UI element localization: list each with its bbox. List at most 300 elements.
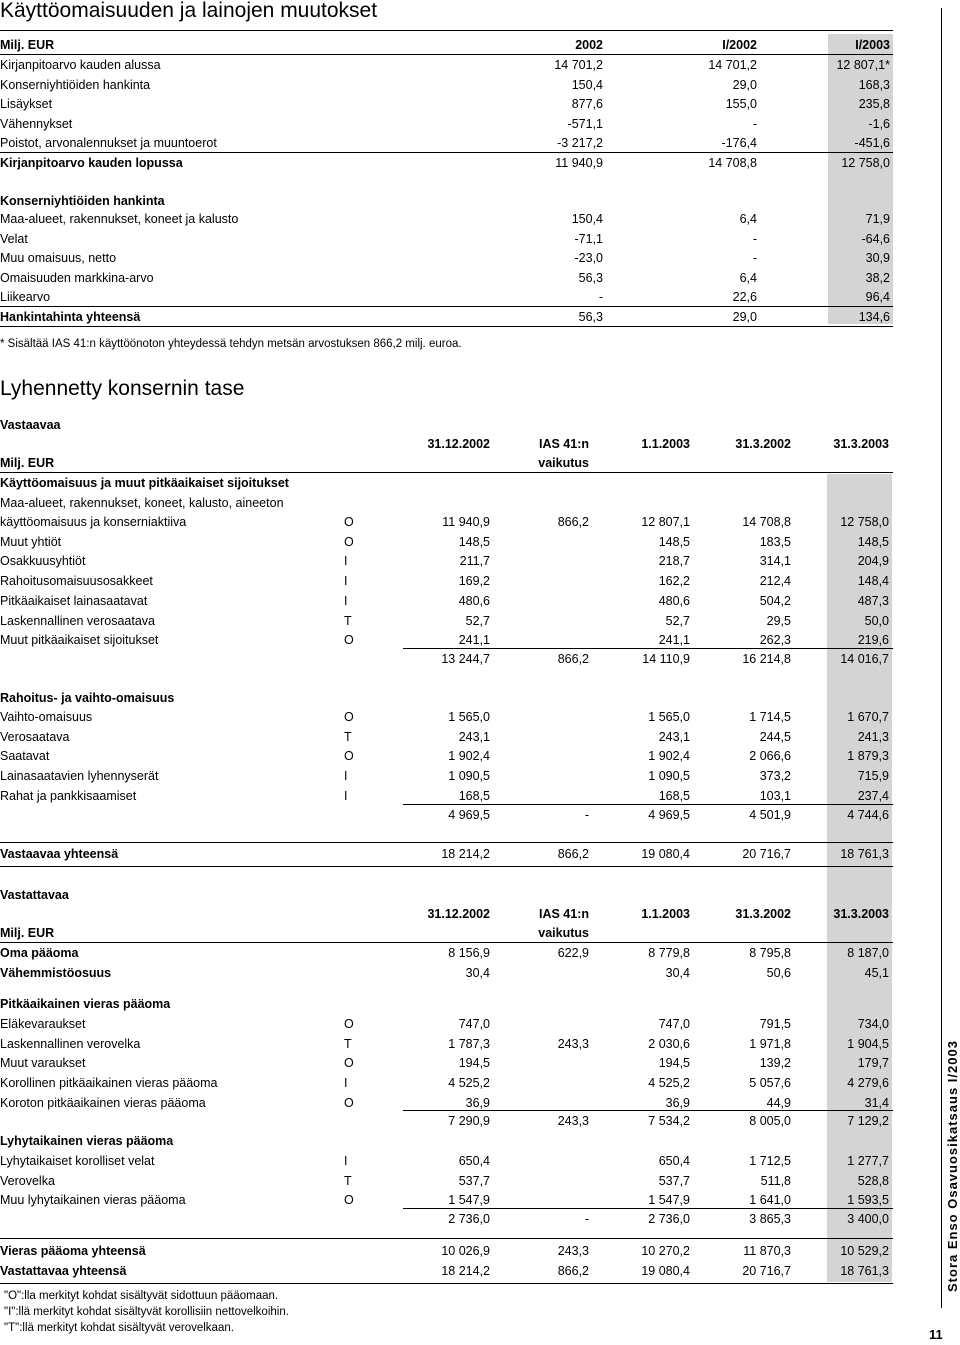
row-value: 219,6 bbox=[857, 633, 889, 648]
row-value: 71,9 bbox=[865, 212, 890, 226]
row-value: 241,1 bbox=[658, 633, 690, 648]
row-value: 877,6 bbox=[571, 97, 603, 111]
row-value: 56,3 bbox=[578, 270, 603, 285]
row-label: Hankintahinta yhteensä bbox=[0, 309, 141, 324]
row-value: 155,0 bbox=[725, 97, 757, 111]
row-value: -1,6 bbox=[868, 116, 890, 131]
row-value: 52,7 bbox=[465, 613, 490, 628]
row-value: 50,0 bbox=[864, 613, 889, 628]
row-label: Eläkevaraukset bbox=[0, 1017, 86, 1031]
short-term-row bbox=[0, 1191, 960, 1209]
row-value: 241,3 bbox=[857, 729, 889, 744]
row-value: 244,5 bbox=[759, 729, 791, 744]
row-value: -23,0 bbox=[574, 251, 603, 265]
row-label: Muut varaukset bbox=[0, 1056, 86, 1071]
row-label: Rahoitusomaisuusosakkeet bbox=[0, 574, 153, 589]
row-code: I bbox=[344, 769, 348, 784]
row-code: T bbox=[344, 1036, 352, 1051]
row-label: Verosaatava bbox=[0, 729, 70, 744]
row-value: 1 712,5 bbox=[749, 1154, 791, 1168]
row-value: 29,5 bbox=[766, 613, 791, 628]
row-label: Lyhytaikaiset korolliset velat bbox=[0, 1154, 155, 1168]
row-label: Muut pitkäaikaiset sijoitukset bbox=[0, 633, 159, 648]
row-value: 2 066,6 bbox=[749, 749, 791, 764]
row-value: 30,9 bbox=[865, 251, 890, 265]
column-header: 31.12.2002 bbox=[427, 437, 490, 451]
row-value: 31,4 bbox=[864, 1095, 889, 1110]
total-value: 19 080,4 bbox=[641, 1264, 690, 1278]
total-value: 19 080,4 bbox=[641, 847, 690, 861]
row-value: 1 714,5 bbox=[749, 710, 791, 724]
row-value: 148,5 bbox=[857, 534, 889, 549]
row-value: 194,5 bbox=[458, 1056, 490, 1071]
row-value: 29,0 bbox=[732, 309, 757, 324]
row-code: T bbox=[344, 1173, 352, 1188]
total-value: 10 026,9 bbox=[441, 1244, 490, 1258]
row-value: 1 904,5 bbox=[847, 1036, 889, 1051]
row-code: O bbox=[344, 1193, 354, 1208]
row-code: I bbox=[344, 554, 348, 569]
liabilities-header-row bbox=[0, 905, 960, 923]
equity-row bbox=[0, 944, 960, 962]
row-label: käyttöomaisuus ja konserniaktiiva bbox=[0, 515, 187, 529]
long-term-row bbox=[0, 1054, 960, 1072]
row-value: 734,0 bbox=[857, 1017, 889, 1031]
changes-row bbox=[0, 95, 960, 113]
row-value: 30,4 bbox=[665, 965, 690, 980]
row-value: -176,4 bbox=[721, 136, 757, 150]
row-code: I bbox=[344, 1154, 348, 1168]
row-label: Lainasaatavien lyhennyserät bbox=[0, 769, 159, 784]
legend-line: "I":llä merkityt kohdat sisältyvät korollisiin nettovelkoihin. bbox=[4, 1306, 289, 1318]
column-header: 2002 bbox=[575, 38, 603, 52]
total-value: 18 761,3 bbox=[840, 1264, 889, 1278]
row-code: I bbox=[344, 1076, 348, 1091]
row-label: Vähemmistöosuus bbox=[0, 965, 112, 980]
row-value: 791,5 bbox=[759, 1017, 791, 1031]
acquisition-row bbox=[0, 249, 960, 267]
total-value: 3 865,3 bbox=[749, 1212, 791, 1226]
row-value: 4 525,2 bbox=[448, 1076, 490, 1091]
changes-header-row bbox=[0, 36, 960, 54]
changes-row bbox=[0, 154, 960, 172]
column-label: Milj. EUR bbox=[0, 38, 55, 52]
row-label: Muu lyhytaikainen vieras pääoma bbox=[0, 1193, 186, 1208]
row-code: O bbox=[344, 1056, 354, 1071]
row-value: -451,6 bbox=[854, 136, 890, 150]
liabilities-total-row bbox=[0, 1262, 960, 1280]
short-term-row bbox=[0, 1152, 960, 1170]
row-label: Korollinen pitkäaikainen vieras pääoma bbox=[0, 1076, 218, 1091]
acquisition-row bbox=[0, 288, 960, 306]
column-header: 31.12.2002 bbox=[427, 907, 490, 921]
equity-row bbox=[0, 964, 960, 982]
changes-row bbox=[0, 115, 960, 133]
row-value: 50,6 bbox=[766, 965, 791, 980]
assets-title-row bbox=[0, 416, 960, 434]
row-value: 1 670,7 bbox=[847, 710, 889, 724]
row-value: 12 807,1 bbox=[641, 515, 690, 529]
row-value: 650,4 bbox=[658, 1154, 690, 1168]
row-value: 148,4 bbox=[857, 574, 889, 589]
total-value: 13 244,7 bbox=[441, 652, 490, 666]
total-value: 10 270,2 bbox=[641, 1244, 690, 1258]
row-value: 747,0 bbox=[458, 1017, 490, 1031]
fixed-asset-row bbox=[0, 612, 960, 630]
column-header: 31.3.2003 bbox=[833, 907, 889, 921]
total-value: 16 214,8 bbox=[742, 652, 791, 666]
total-value: 14 016,7 bbox=[840, 652, 889, 666]
row-value: 14 701,2 bbox=[708, 58, 757, 72]
debt-total-row bbox=[0, 1242, 960, 1260]
total-value: 7 290,9 bbox=[448, 1114, 490, 1128]
row-label: Vaihto-omaisuus bbox=[0, 710, 93, 724]
current-assets-title: Rahoitus- ja vaihto-omaisuus bbox=[0, 691, 175, 705]
row-value: 747,0 bbox=[658, 1017, 690, 1031]
row-label: Lisäykset bbox=[0, 97, 53, 111]
assets-header-row bbox=[0, 435, 960, 453]
fixed-asset-row bbox=[0, 513, 960, 531]
fixed-asset-row bbox=[0, 592, 960, 610]
legend-line: "T":llä merkityt kohdat sisältyvät verovelkaan. bbox=[4, 1322, 234, 1334]
row-value: 1 565,0 bbox=[448, 710, 490, 724]
unit-label: Milj. EUR bbox=[0, 926, 55, 940]
row-value: 480,6 bbox=[458, 593, 490, 608]
row-value: 148,5 bbox=[658, 534, 690, 549]
subtotal-rule bbox=[403, 804, 893, 805]
total-value: 14 110,9 bbox=[642, 652, 690, 666]
total-value: 18 214,2 bbox=[441, 1264, 490, 1278]
fixed-total-row bbox=[0, 650, 960, 668]
column-header: 31.3.2003 bbox=[833, 437, 889, 451]
header-rule bbox=[0, 54, 893, 55]
row-value: 511,8 bbox=[760, 1173, 791, 1188]
row-label: Poistot, arvonalennukset ja muuntoerot bbox=[0, 136, 217, 150]
row-value: 1 090,5 bbox=[648, 769, 690, 784]
long-title-row bbox=[0, 995, 960, 1013]
row-value: 504,2 bbox=[759, 593, 791, 608]
row-value: 8 156,9 bbox=[448, 946, 490, 960]
total-value: 18 761,3 bbox=[840, 847, 889, 861]
row-label: Laskennallinen verovelka bbox=[0, 1036, 141, 1051]
changes-row bbox=[0, 134, 960, 152]
total-value: 7 129,2 bbox=[847, 1114, 889, 1128]
row-value: 1 565,0 bbox=[648, 710, 690, 724]
assets-total-row bbox=[0, 845, 960, 863]
row-value: 212,4 bbox=[759, 574, 791, 589]
row-value: 1 902,4 bbox=[648, 749, 690, 764]
changes-row bbox=[0, 56, 960, 74]
row-value: 96,4 bbox=[865, 290, 890, 304]
row-value: 14 701,2 bbox=[554, 58, 603, 72]
row-value: 11 940,9 bbox=[555, 155, 603, 170]
current-asset-row bbox=[0, 708, 960, 726]
row-value: -571,1 bbox=[567, 116, 603, 131]
row-label: Muut yhtiöt bbox=[0, 534, 62, 549]
long-term-row bbox=[0, 1074, 960, 1092]
row-value: 5 057,6 bbox=[749, 1076, 791, 1091]
row-value: -64,6 bbox=[861, 231, 890, 246]
row-value: 866,2 bbox=[557, 515, 589, 529]
row-value: 12 807,1* bbox=[836, 58, 890, 72]
acquisition-row bbox=[0, 308, 960, 326]
row-label: Pitkäaikaiset lainasaatavat bbox=[0, 593, 148, 608]
row-value: - bbox=[752, 116, 757, 131]
total-value: 18 214,2 bbox=[441, 847, 490, 861]
section-end-rule bbox=[0, 1283, 893, 1284]
long-term-row bbox=[0, 1035, 960, 1053]
row-value: 52,7 bbox=[665, 613, 690, 628]
row-code: T bbox=[344, 729, 352, 744]
row-label: Laskennallinen verosaatava bbox=[0, 613, 155, 628]
row-value: 487,3 bbox=[857, 593, 889, 608]
column-header: 31.3.2002 bbox=[735, 437, 791, 451]
row-value: 8 187,0 bbox=[847, 946, 889, 960]
row-value: - bbox=[752, 251, 757, 265]
row-value: -3 217,2 bbox=[557, 136, 603, 150]
liabilities-title-row bbox=[0, 886, 960, 904]
row-value: 528,8 bbox=[857, 1173, 889, 1188]
row-value: 29,0 bbox=[732, 77, 757, 92]
row-value: 1 277,7 bbox=[847, 1154, 889, 1168]
total-value: 2 736,0 bbox=[648, 1212, 690, 1226]
section-end-rule bbox=[0, 866, 893, 867]
row-code: I bbox=[344, 593, 348, 608]
long-term-row bbox=[0, 1015, 960, 1033]
row-value: 243,1 bbox=[458, 729, 490, 744]
row-value: 169,2 bbox=[458, 574, 490, 589]
long-term-title: Pitkäaikainen vieras pääoma bbox=[0, 997, 171, 1011]
total-label: Vastattavaa yhteensä bbox=[0, 1264, 127, 1278]
row-value: 56,3 bbox=[578, 309, 603, 324]
row-value: 183,5 bbox=[759, 534, 791, 549]
column-header: 1.1.2003 bbox=[641, 907, 690, 921]
row-value: 8 779,8 bbox=[648, 946, 690, 960]
row-label: Maa-alueet, rakennukset, koneet ja kalusto bbox=[0, 212, 239, 226]
column-header: I/2003 bbox=[855, 38, 890, 52]
total-rule bbox=[0, 1238, 893, 1239]
row-value: 373,2 bbox=[759, 769, 791, 784]
row-value: 6,4 bbox=[739, 212, 757, 226]
column-header: IAS 41:n bbox=[538, 907, 589, 921]
unit-label: Milj. EUR bbox=[0, 456, 55, 470]
current-asset-row bbox=[0, 728, 960, 746]
row-value: 36,9 bbox=[465, 1095, 490, 1110]
row-label: Saatavat bbox=[0, 749, 50, 764]
changes-row bbox=[0, 76, 960, 94]
row-value: 30,4 bbox=[465, 965, 490, 980]
row-value: 179,7 bbox=[857, 1056, 889, 1071]
liabilities-title: Vastattavaa bbox=[0, 888, 69, 902]
row-value: 4 279,6 bbox=[847, 1076, 889, 1091]
row-value: 218,7 bbox=[658, 554, 690, 569]
total-value: 4 501,9 bbox=[749, 808, 791, 822]
row-code: I bbox=[344, 788, 348, 803]
row-code: O bbox=[344, 749, 354, 764]
fixed-asset-row bbox=[0, 572, 960, 590]
row-code: O bbox=[344, 1095, 354, 1110]
long-total-row bbox=[0, 1112, 960, 1130]
fixed-desc-row bbox=[0, 494, 960, 512]
legend-line: "O":lla merkityt kohdat sisältyvät sidottuun pääomaan. bbox=[4, 1290, 279, 1302]
column-header: I/2002 bbox=[722, 38, 757, 52]
row-value: - bbox=[598, 290, 603, 304]
row-value: 150,4 bbox=[571, 77, 603, 92]
total-value: 4 969,5 bbox=[648, 808, 690, 822]
short-term-row bbox=[0, 1172, 960, 1190]
row-value: 211,7 bbox=[459, 554, 490, 569]
fixed-title-row bbox=[0, 474, 960, 492]
row-value: 243,1 bbox=[658, 729, 690, 744]
row-value: 2 030,6 bbox=[648, 1036, 690, 1051]
row-value: 162,2 bbox=[658, 574, 690, 589]
row-code: T bbox=[344, 613, 352, 628]
current-total-row bbox=[0, 806, 960, 824]
row-value: 1 641,0 bbox=[749, 1193, 791, 1208]
total-value: - bbox=[584, 1212, 589, 1226]
row-label: Velat bbox=[0, 231, 28, 246]
fixed-asset-row bbox=[0, 552, 960, 570]
row-value: 314,1 bbox=[759, 554, 791, 569]
row-label: Muu omaisuus, netto bbox=[0, 251, 117, 265]
page-number: 11 bbox=[929, 1327, 943, 1342]
short-term-title: Lyhytaikainen vieras pääoma bbox=[0, 1134, 174, 1148]
row-value: 150,4 bbox=[571, 212, 603, 226]
total-value: 866,2 bbox=[557, 652, 589, 666]
row-value: 168,5 bbox=[458, 788, 490, 803]
column-header: 31.3.2002 bbox=[735, 907, 791, 921]
subtotal-rule bbox=[403, 1110, 893, 1111]
row-label: Oma pääoma bbox=[0, 946, 79, 960]
column-header: 1.1.2003 bbox=[641, 437, 690, 451]
fixed-asset-row bbox=[0, 631, 960, 649]
row-label: Kirjanpitoarvo kauden lopussa bbox=[0, 155, 183, 170]
acquisition-row bbox=[0, 230, 960, 248]
row-value: 4 525,2 bbox=[648, 1076, 690, 1091]
subtotal-rule bbox=[403, 1208, 893, 1209]
current-asset-row bbox=[0, 787, 960, 805]
row-value: 1 547,9 bbox=[448, 1193, 490, 1208]
total-value: 866,2 bbox=[557, 847, 589, 861]
fixed-assets-title: Käyttöomaisuus ja muut pitkäaikaiset sijoitukset bbox=[0, 476, 289, 490]
title-underline bbox=[0, 30, 893, 31]
total-value: 4 969,5 bbox=[448, 808, 490, 822]
row-label: Liikearvo bbox=[0, 290, 51, 304]
row-value: 194,5 bbox=[658, 1056, 690, 1071]
total-value: - bbox=[584, 808, 589, 822]
current-title-row bbox=[0, 689, 960, 707]
row-value: 44,9 bbox=[766, 1095, 791, 1110]
section-end-rule bbox=[0, 326, 893, 327]
row-code: I bbox=[344, 574, 348, 589]
row-label: Koroton pitkäaikainen vieras pääoma bbox=[0, 1095, 206, 1110]
acquisition-title-row bbox=[0, 192, 960, 210]
short-total-row bbox=[0, 1210, 960, 1228]
row-value: 12 758,0 bbox=[840, 515, 889, 529]
row-value: 715,9 bbox=[857, 769, 889, 784]
row-value: -71,1 bbox=[574, 231, 603, 246]
row-label: Konserniyhtiöiden hankinta bbox=[0, 77, 151, 92]
row-label: Vähennykset bbox=[0, 116, 73, 131]
row-code: O bbox=[344, 633, 354, 648]
total-value: 243,3 bbox=[557, 1244, 589, 1258]
liabilities-header-row-sub bbox=[0, 924, 960, 942]
short-title-row bbox=[0, 1132, 960, 1150]
row-value: 537,7 bbox=[658, 1173, 690, 1188]
current-asset-row bbox=[0, 767, 960, 785]
subtotal-rule bbox=[403, 648, 893, 649]
column-header: IAS 41:n bbox=[538, 437, 589, 451]
row-label: Rahat ja pankkisaamiset bbox=[0, 788, 137, 803]
total-value: 8 005,0 bbox=[749, 1114, 791, 1128]
assets-header-row-sub bbox=[0, 454, 960, 472]
row-code: O bbox=[344, 710, 354, 724]
row-value: 1 547,9 bbox=[648, 1193, 690, 1208]
row-value: 14 708,8 bbox=[708, 155, 757, 170]
row-value: 650,4 bbox=[458, 1154, 490, 1168]
row-value: 1 787,3 bbox=[448, 1036, 490, 1051]
row-value: 103,1 bbox=[759, 788, 791, 803]
row-value: 622,9 bbox=[557, 946, 589, 960]
acquisition-row bbox=[0, 269, 960, 287]
row-value: 45,1 bbox=[864, 965, 889, 980]
total-value: 3 400,0 bbox=[847, 1212, 889, 1226]
row-value: 168,5 bbox=[658, 788, 690, 803]
changes-title: Käyttöomaisuuden ja lainojen muutokset bbox=[0, 0, 378, 22]
row-label: Verovelka bbox=[0, 1173, 55, 1188]
total-value: 20 716,7 bbox=[742, 847, 791, 861]
row-value: 480,6 bbox=[658, 593, 690, 608]
column-header-sub: vaikutus bbox=[538, 926, 589, 940]
row-label: Omaisuuden markkina-arvo bbox=[0, 270, 154, 285]
row-label: Osakkuusyhtiöt bbox=[0, 554, 86, 569]
row-value: 243,3 bbox=[557, 1036, 589, 1051]
fixed-asset-row bbox=[0, 533, 960, 551]
total-label: Vieras pääoma yhteensä bbox=[0, 1244, 146, 1258]
row-value: 38,2 bbox=[865, 270, 890, 285]
row-value: 1 902,4 bbox=[448, 749, 490, 764]
assets-title: Vastaavaa bbox=[0, 418, 61, 432]
row-value: 237,4 bbox=[857, 788, 889, 803]
total-value: 866,2 bbox=[557, 1264, 589, 1278]
total-value: 2 736,0 bbox=[448, 1212, 490, 1226]
total-value: 7 534,2 bbox=[648, 1114, 690, 1128]
header-rule bbox=[0, 472, 893, 473]
total-label: Vastaavaa yhteensä bbox=[0, 847, 119, 861]
row-value: 204,9 bbox=[857, 554, 889, 569]
total-value: 4 744,6 bbox=[847, 808, 889, 822]
row-value: 241,1 bbox=[458, 633, 490, 648]
row-value: 8 795,8 bbox=[749, 946, 791, 960]
total-value: 20 716,7 bbox=[742, 1264, 791, 1278]
acquisition-row bbox=[0, 210, 960, 228]
fixed-assets-desc: Maa-alueet, rakennukset, koneet, kalusto, aineeton bbox=[0, 496, 284, 510]
total-value: 11 870,3 bbox=[743, 1244, 791, 1258]
row-value: 11 940,9 bbox=[442, 515, 490, 529]
row-label: Kirjanpitoarvo kauden alussa bbox=[0, 58, 161, 72]
current-asset-row bbox=[0, 747, 960, 765]
row-value: 262,3 bbox=[759, 633, 791, 648]
total-value: 243,3 bbox=[557, 1114, 589, 1128]
total-value: 10 529,2 bbox=[840, 1244, 889, 1258]
row-value: 22,6 bbox=[732, 290, 757, 304]
side-label: Stora Enso Osavuosikatsaus I/2003 bbox=[945, 1040, 960, 1292]
column-header-sub: vaikutus bbox=[538, 456, 589, 470]
row-value: 12 758,0 bbox=[841, 155, 890, 170]
row-value: 14 708,8 bbox=[742, 515, 791, 529]
row-value: 168,3 bbox=[858, 77, 890, 92]
row-value: 6,4 bbox=[739, 270, 757, 285]
